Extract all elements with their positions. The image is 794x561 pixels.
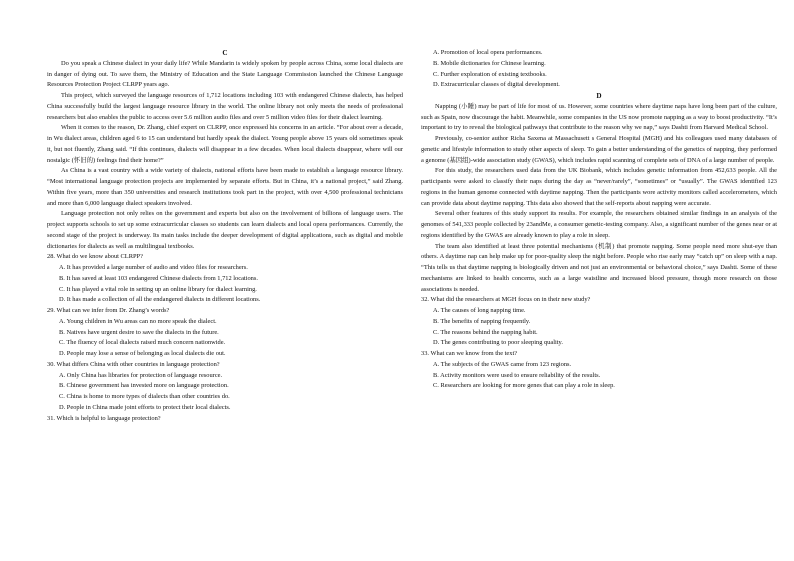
option: B. Activity monitors were used to ensure reliability of the results. [433, 371, 601, 379]
question-stem: 28. What do we know about CLRPP? [47, 253, 143, 261]
option: C. Researchers are looking for more genes that can play a role in sleep. [433, 382, 615, 390]
option: D. People in China made joint efforts to protect their local dialects. [59, 403, 231, 411]
option: D. People may lose a sense of belonging as local dialects die out. [59, 350, 226, 357]
left-column [47, 48, 403, 424]
option: C. The fluency of local dialects raised much concern nationwide. [59, 339, 226, 347]
option: A. Promotion of local opera performances. [433, 49, 543, 56]
right-column [421, 48, 777, 392]
paragraph: Language protection not only relies on the government and experts but also on the involvement of billions of language users. The project supports schools to set up some extracurricular classes so students can learn dialects and local opera performances. Currently, the second stage of the project is underway. Its main tasks include the deeper development of digital applications, such as digital and mobile dictionaries for dialects as well as multilingual textbooks. [47, 210, 403, 250]
question-stem: 31. Which is helpful to language protection? [47, 414, 161, 422]
paragraph: Several other features of this study support its results. For example, the researchers obtained similar findings in an analysis of the genomes of 541,333 people collected by 23andMe, a consumer genetic-testing company. Also, a significant number of the genes near or at regions identified by the GWAS are already known to play a role in sleep. [421, 210, 777, 239]
option: D. Extracurricular classes of digital development. [433, 81, 560, 89]
option: C. It has played a vital role in setting up an online library for dialect learning. [59, 285, 257, 293]
paragraph: As China is a vast country with a wide variety of dialects, national efforts have been made to establish a language resource library. “Most international language protection projects are implemented by separate efforts. But in China, it’s a national project,” said Zhang. Within five years, more than 350 universities and research institutions took part in the project, with over 4,500 professional technicians and more than 6,000 language dialect speakers involved. [47, 167, 403, 207]
option: C. Further exploration of existing textbooks. [433, 70, 547, 78]
option: D. The genes contributing to poor sleeping quality. [433, 339, 563, 347]
paragraph: Napping (小睡) may be part of life for most of us. However, some countries where daytime naps have long been part of the culture, such as Spain, now discourage the habit. Meanwhile, some companies in the US now promote napping as a way to boost productivity. “It’s important to try to reveal the biological pathways that contribute to the reason why we nap,” says Dashti from Harvard Medical School. [421, 102, 777, 132]
option: A. Young children in Wu areas can no more speak the dialect. [59, 317, 217, 325]
question-stem: 32. What did the researchers at MGH focus on in their new study? [421, 296, 591, 304]
paragraph: For this study, the researchers used data from the UK Biobank, which includes genetic information from 452,633 people. All the participants were asked to classify their naps during the day as “never/rarely”, “sometimes” or “usually”. The GWAS identified 123 regions in the human genome connected with daytime napping. Then the participants wore activity monitors called accelerometers, which can provide data about daytime napping. This data also showed that the self-reports about napping were accurate. [421, 167, 777, 207]
question-stem: 33. What can we know from the text? [421, 350, 518, 357]
option: A. It has provided a large number of audio and video files for researchers. [59, 264, 248, 271]
option: D. It has made a collection of all the endangered dialects in different locations. [59, 296, 261, 304]
option: B. The benefits of napping frequently. [433, 317, 531, 325]
question-stem: 29. What can we infer from Dr. Zhang’s words? [47, 307, 170, 314]
section-c-title: C [222, 49, 228, 57]
option: B. It has saved at least 103 endangered Chinese dialects from 1,712 locations. [59, 274, 258, 282]
option: A. The causes of long napping time. [433, 307, 526, 314]
option: A. The subjects of the GWAS came from 123 regions. [433, 360, 572, 368]
option: B. Natives have urgent desire to save the dialects in the future. [59, 328, 219, 336]
option: B. Mobile dictionaries for Chinese learning. [433, 59, 546, 67]
option: A. Only China has libraries for protection of language resource. [59, 371, 223, 379]
paragraph: Previously, co-senior author Richa Saxena at Massachusett s General Hospital (MGH) and his colleagues used many databases of genetic and lifestyle information to study other aspects of sleep. To gain a better understanding of the genetics of napping, they performed a genome (基因组)-wide association study (GWAS), which includes rapid scanning of complete sets of DNA of a large number of people. [421, 135, 777, 164]
paragraph: The team also identified at least three potential mechanisms (机制) that promote napping. Some people need more shut-eye than others. A daytime nap can help make up for poor-quality sleep the night before. People who rise early may “catch up” on sleep with a nap. “This tells us that daytime napping is biologically driven and not just an environmental or behavioral choice,” says Dashti. Some of these mechanisms are linked to health concerns, such as a large waistline and increased blood pressure, though more research on those associations is needed. [421, 242, 777, 293]
paragraph: This project, which surveyed the language resources of 1,712 locations including 103 with endangered Chinese dialects, has helped China successfully build the largest language resource library in the world. The online library not only meets the needs of professional researchers but also enables the public to access over 5.6 million audio files and over 5 million video files for their dialect learning. [47, 92, 403, 121]
paragraph: Do you speak a Chinese dialect in your daily life? While Mandarin is widely spoken by people across China, some local dialects are in danger of dying out. To save them, the Ministry of Education and the State Language Commission launched the Chinese Language Resources Protection Project CLRPP years ago. [47, 59, 403, 89]
option: C. China is home to more types of dialects than other countries do. [59, 393, 230, 400]
section-d-title: D [596, 92, 602, 100]
paragraph: When it comes to the reason, Dr. Zhang, chief expert on CLRPP, once expressed his concerns in an article. “For about over a decade, in Wu dialect areas, children aged 6 to 15 can understand but hardly speak the dialect. Young people above 15 years old sometimes speak it, but not fluently, Zhang said. “If this continues, dialects will disappear in a few decades. When local dialects disappear, where will our nostalgic (怀旧的) feelings find their home?” [47, 124, 403, 164]
question-stem: 30. What differs China with other countries in language protection? [47, 360, 220, 368]
option: B. Chinese government has invested more on language protection. [59, 382, 229, 390]
option: C. The reasons behind the napping habit. [433, 328, 538, 336]
